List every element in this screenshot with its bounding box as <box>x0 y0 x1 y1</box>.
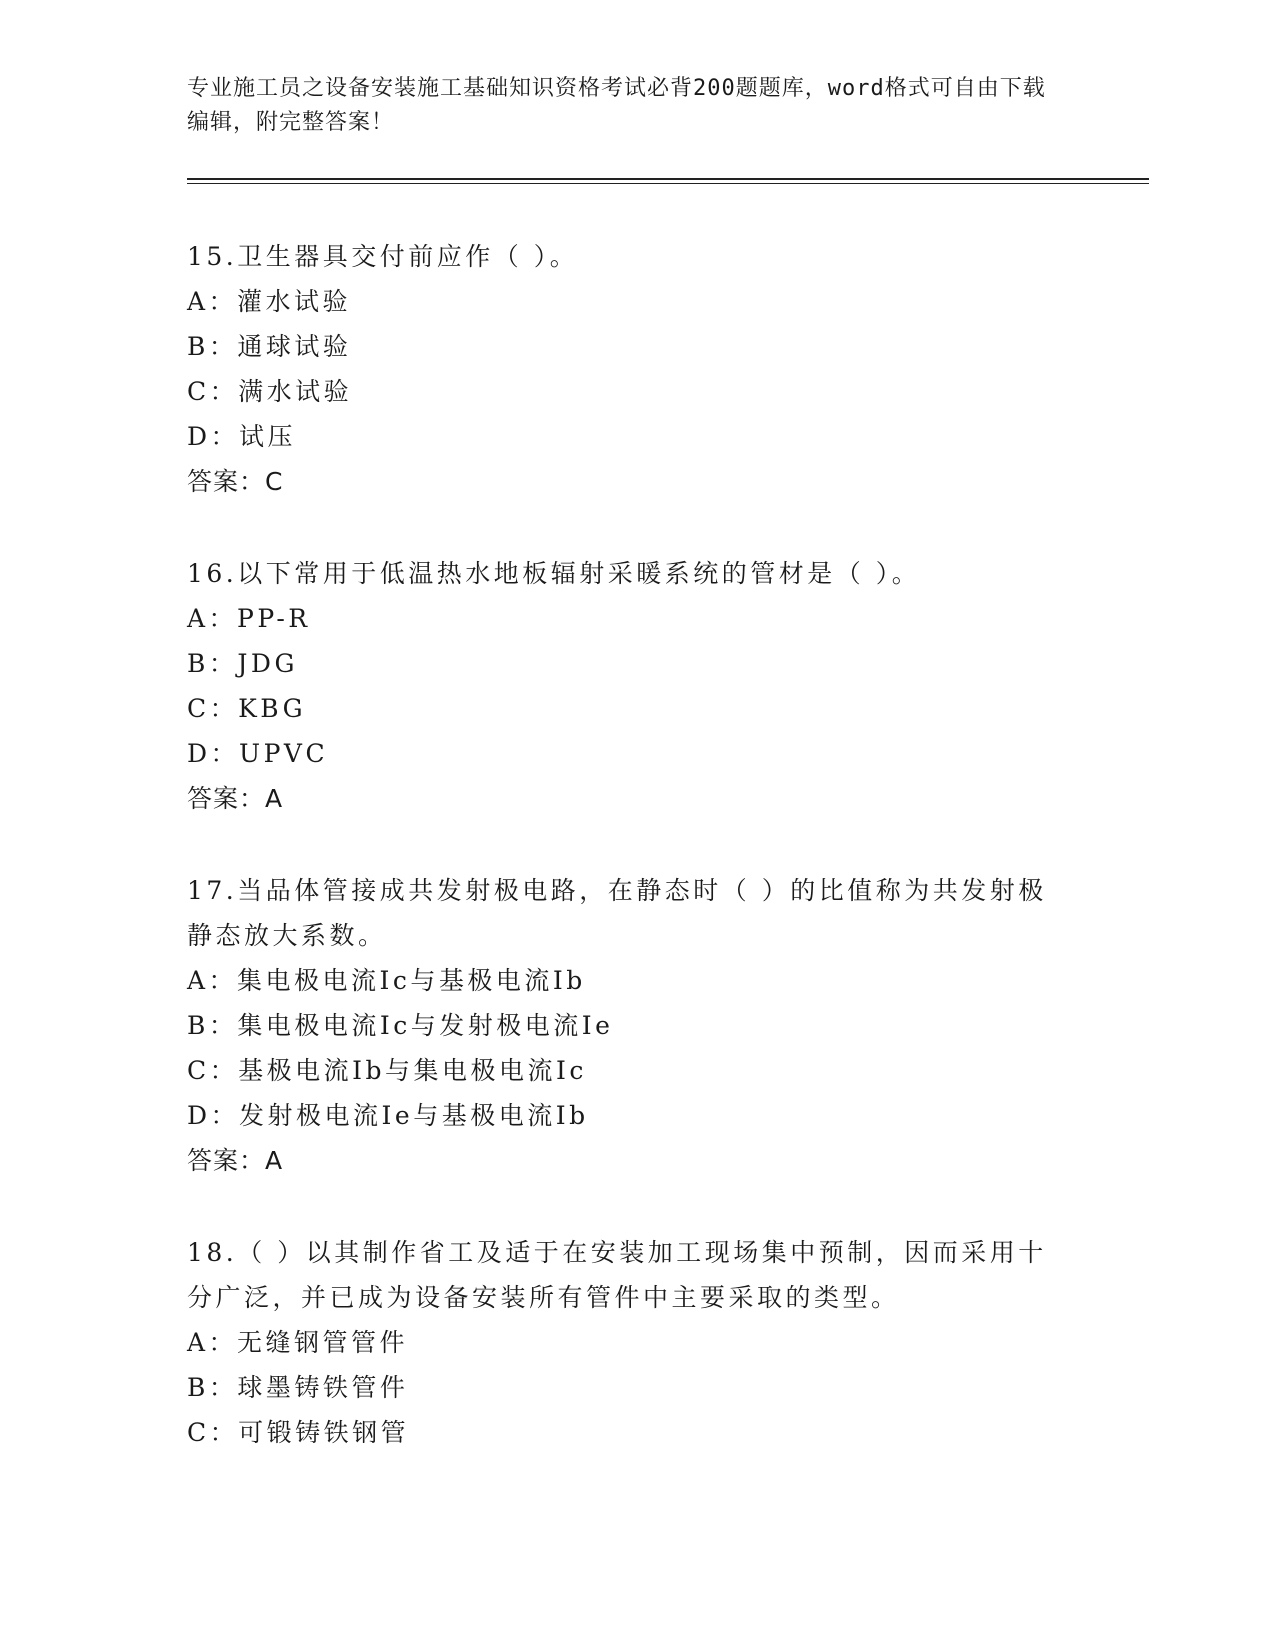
option-a: A：无缝钢管管件 <box>187 1328 409 1357</box>
option-d: D：发射极电流Ie与基极电流Ib <box>187 1101 589 1130</box>
question-stem: 16.以下常用于低温热水地板辐射采暖系统的管材是（ ）。 <box>187 559 921 588</box>
option-a: A：集电极电流Ic与基极电流Ib <box>187 966 586 995</box>
option-c: C：基极电流Ib与集电极电流Ic <box>187 1056 587 1085</box>
header-rule-thin <box>187 183 1149 184</box>
option-c: C：可锻铸铁钢管 <box>187 1418 410 1447</box>
option-d: D：UPVC <box>187 739 329 768</box>
question-stem: 15.卫生器具交付前应作（ ）。 <box>187 242 579 271</box>
question-16 <box>187 551 1067 821</box>
question-17 <box>187 868 1067 1183</box>
option-a: A：灌水试验 <box>187 287 352 316</box>
answer-line: 答案：A <box>187 1146 284 1175</box>
question-stem: 17.当品体管接成共发射极电路，在静态时（ ）的比值称为共发射极静态放大系数。 <box>187 876 1047 950</box>
option-c: C：满水试验 <box>187 377 353 406</box>
option-b: B：球墨铸铁管件 <box>187 1373 409 1402</box>
answer-line: 答案：C <box>187 467 284 496</box>
document-header: 专业施工员之设备安装施工基础知识资格考试必背200题题库，word格式可自由下载编辑，附完整答案！ <box>187 76 1046 135</box>
option-c: C：KBG <box>187 694 307 723</box>
header-rule-thick <box>187 178 1149 180</box>
question-stem: 18.（ ）以其制作省工及适于在安装加工现场集中预制，因而采用十分广泛，并已成为设备安装所有管件中主要采取的类型。 <box>187 1238 1047 1312</box>
question-15 <box>187 234 1067 504</box>
option-b: B：JDG <box>187 649 298 678</box>
option-b: B：通球试验 <box>187 332 352 361</box>
option-d: D：试压 <box>187 422 297 451</box>
question-list <box>187 234 1067 1502</box>
option-b: B：集电极电流Ic与发射极电流Ie <box>187 1011 614 1040</box>
option-a: A：PP-R <box>187 604 311 633</box>
answer-line: 答案：A <box>187 784 284 813</box>
question-18 <box>187 1230 1067 1455</box>
